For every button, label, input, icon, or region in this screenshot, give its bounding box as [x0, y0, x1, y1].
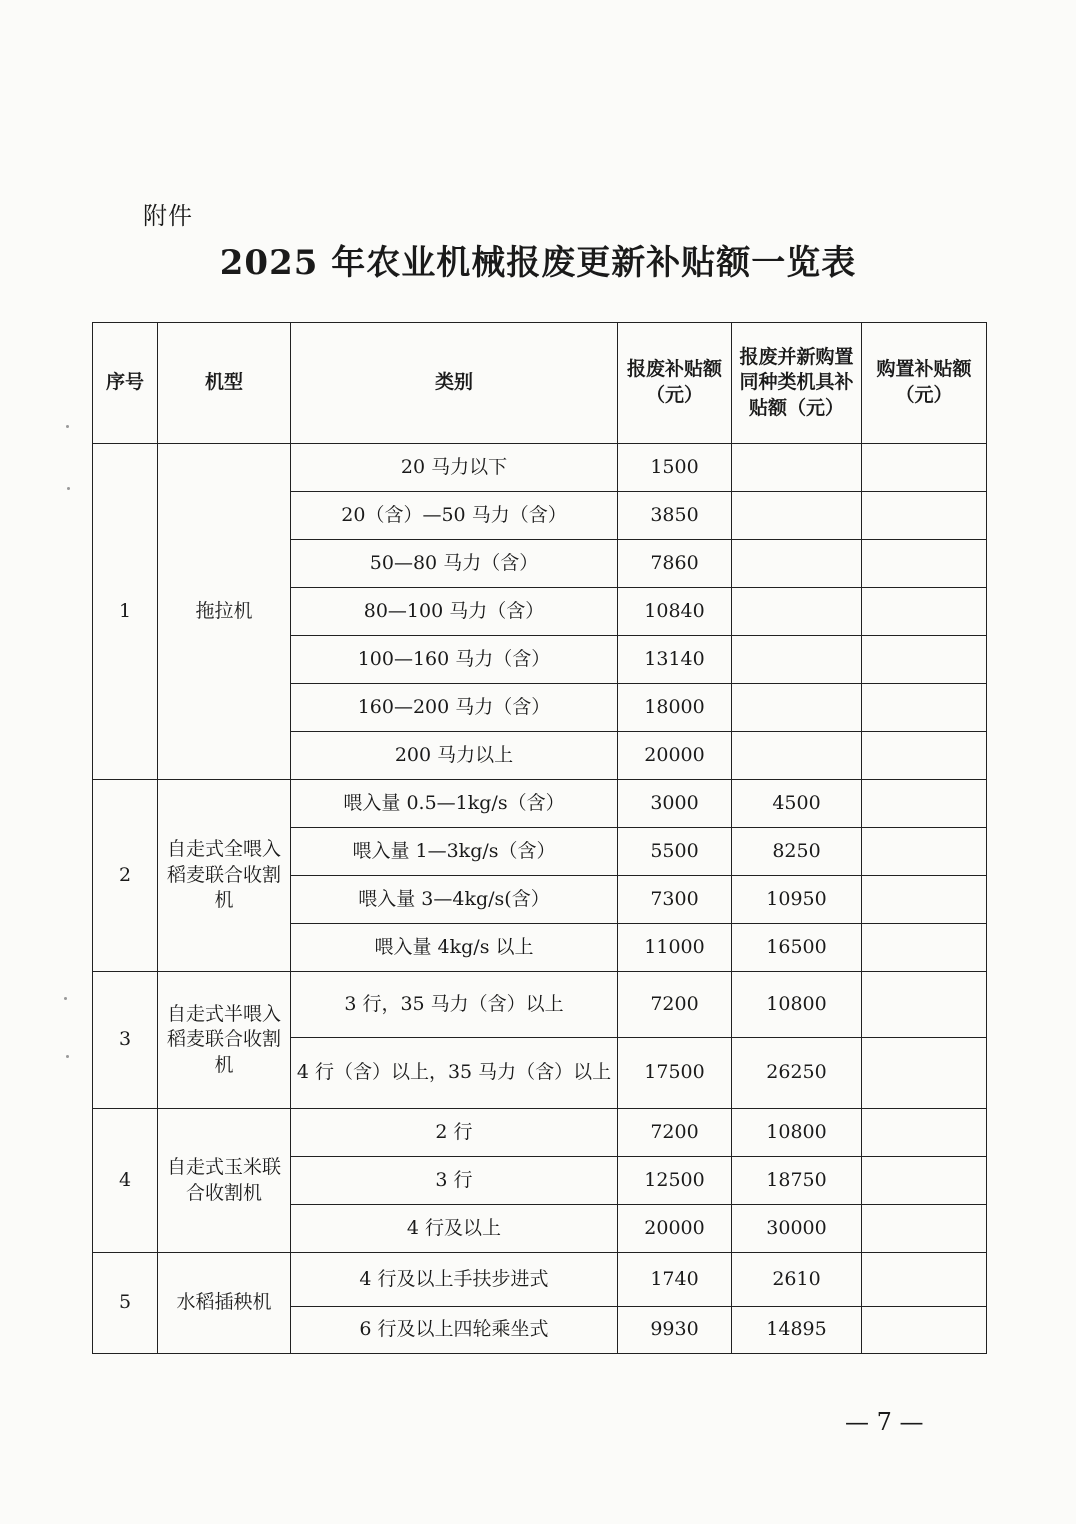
- table-row: [93, 972, 987, 1038]
- cell-scrap-subsidy: 5500: [618, 828, 732, 876]
- cell-scrap-new-subsidy: 16500: [732, 924, 862, 972]
- cell-scrap-subsidy: 1740: [618, 1253, 732, 1307]
- cell-category: 喂入量 1—3kg/s（含）: [291, 828, 618, 876]
- cell-scrap-new-subsidy: [732, 684, 862, 732]
- cell-category: 3 行: [291, 1157, 618, 1205]
- cell-purchase-subsidy: [862, 588, 987, 636]
- cell-scrap-subsidy: 7860: [618, 540, 732, 588]
- cell-category: 20（含）—50 马力（含）: [291, 492, 618, 540]
- cell-machine-type: 自走式半喂入稻麦联合收割机: [158, 972, 291, 1109]
- cell-scrap-new-subsidy: [732, 588, 862, 636]
- cell-purchase-subsidy: [862, 924, 987, 972]
- cell-scrap-new-subsidy: [732, 492, 862, 540]
- cell-scrap-subsidy: 20000: [618, 1205, 732, 1253]
- cell-category: 喂入量 0.5—1kg/s（含）: [291, 780, 618, 828]
- attachment-label: 附件: [143, 202, 193, 230]
- cell-purchase-subsidy: [862, 636, 987, 684]
- cell-seq: 5: [93, 1253, 158, 1354]
- cell-scrap-new-subsidy: [732, 444, 862, 492]
- cell-category: 160—200 马力（含）: [291, 684, 618, 732]
- subsidy-table: [92, 322, 987, 1354]
- cell-seq: 4: [93, 1109, 158, 1253]
- header-category: 类别: [291, 323, 618, 444]
- cell-scrap-new-subsidy: 10950: [732, 876, 862, 924]
- cell-purchase-subsidy: [862, 540, 987, 588]
- cell-scrap-subsidy: 7200: [618, 1109, 732, 1157]
- cell-purchase-subsidy: [862, 780, 987, 828]
- scan-speck: [66, 425, 69, 428]
- cell-category: 6 行及以上四轮乘坐式: [291, 1307, 618, 1354]
- cell-purchase-subsidy: [862, 492, 987, 540]
- cell-scrap-subsidy: 12500: [618, 1157, 732, 1205]
- table-row: [93, 780, 987, 828]
- cell-purchase-subsidy: [862, 1307, 987, 1354]
- table-row: [93, 1109, 987, 1157]
- table-body: [93, 444, 987, 1354]
- cell-seq: 1: [93, 444, 158, 780]
- cell-seq: 3: [93, 972, 158, 1109]
- cell-scrap-subsidy: 7300: [618, 876, 732, 924]
- header-purchase-subsidy: 购置补贴额（元）: [862, 323, 987, 444]
- cell-category: 喂入量 3—4kg/s(含）: [291, 876, 618, 924]
- header-machine-type: 机型: [158, 323, 291, 444]
- cell-scrap-subsidy: 7200: [618, 972, 732, 1038]
- cell-scrap-subsidy: 18000: [618, 684, 732, 732]
- cell-scrap-subsidy: 1500: [618, 444, 732, 492]
- cell-scrap-subsidy: 11000: [618, 924, 732, 972]
- cell-scrap-subsidy: 9930: [618, 1307, 732, 1354]
- cell-scrap-new-subsidy: 2610: [732, 1253, 862, 1307]
- cell-purchase-subsidy: [862, 684, 987, 732]
- table-header-row: [93, 323, 987, 444]
- page-number: — 7 —: [845, 1408, 924, 1436]
- cell-scrap-subsidy: 3850: [618, 492, 732, 540]
- cell-purchase-subsidy: [862, 732, 987, 780]
- cell-purchase-subsidy: [862, 1157, 987, 1205]
- cell-purchase-subsidy: [862, 1205, 987, 1253]
- header-seq: 序号: [93, 323, 158, 444]
- scan-speck: [66, 1055, 69, 1058]
- cell-seq: 2: [93, 780, 158, 972]
- cell-scrap-subsidy: 13140: [618, 636, 732, 684]
- cell-category: 4 行（含）以上，35 马力（含）以上: [291, 1038, 618, 1109]
- cell-category: 3 行，35 马力（含）以上: [291, 972, 618, 1038]
- cell-category: 4 行及以上: [291, 1205, 618, 1253]
- table-row: [93, 444, 987, 492]
- header-scrap-new-subsidy: 报废并新购置同种类机具补贴额（元）: [732, 323, 862, 444]
- cell-machine-type: 自走式全喂入稻麦联合收割机: [158, 780, 291, 972]
- cell-purchase-subsidy: [862, 972, 987, 1038]
- cell-category: 20 马力以下: [291, 444, 618, 492]
- cell-scrap-new-subsidy: [732, 732, 862, 780]
- cell-category: 80—100 马力（含）: [291, 588, 618, 636]
- cell-scrap-subsidy: 17500: [618, 1038, 732, 1109]
- cell-category: 喂入量 4kg/s 以上: [291, 924, 618, 972]
- cell-scrap-new-subsidy: [732, 540, 862, 588]
- cell-category: 200 马力以上: [291, 732, 618, 780]
- cell-purchase-subsidy: [862, 444, 987, 492]
- cell-category: 2 行: [291, 1109, 618, 1157]
- cell-scrap-subsidy: 20000: [618, 732, 732, 780]
- header-scrap-subsidy: 报废补贴额（元）: [618, 323, 732, 444]
- cell-purchase-subsidy: [862, 876, 987, 924]
- cell-category: 50—80 马力（含）: [291, 540, 618, 588]
- page-title: 2025 年农业机械报废更新补贴额一览表: [219, 243, 857, 283]
- cell-purchase-subsidy: [862, 828, 987, 876]
- scan-speck: [67, 487, 70, 490]
- table-row: [93, 1253, 987, 1307]
- cell-purchase-subsidy: [862, 1038, 987, 1109]
- cell-purchase-subsidy: [862, 1253, 987, 1307]
- cell-category: 4 行及以上手扶步进式: [291, 1253, 618, 1307]
- cell-scrap-new-subsidy: 10800: [732, 972, 862, 1038]
- cell-scrap-new-subsidy: 26250: [732, 1038, 862, 1109]
- cell-scrap-new-subsidy: 18750: [732, 1157, 862, 1205]
- cell-scrap-subsidy: 10840: [618, 588, 732, 636]
- cell-scrap-new-subsidy: 30000: [732, 1205, 862, 1253]
- cell-machine-type: 自走式玉米联合收割机: [158, 1109, 291, 1253]
- cell-scrap-new-subsidy: 8250: [732, 828, 862, 876]
- cell-purchase-subsidy: [862, 1109, 987, 1157]
- cell-scrap-new-subsidy: [732, 636, 862, 684]
- cell-category: 100—160 马力（含）: [291, 636, 618, 684]
- cell-scrap-new-subsidy: 4500: [732, 780, 862, 828]
- cell-scrap-subsidy: 3000: [618, 780, 732, 828]
- cell-machine-type: 水稻插秧机: [158, 1253, 291, 1354]
- scan-speck: [64, 997, 67, 1000]
- cell-machine-type: 拖拉机: [158, 444, 291, 780]
- cell-scrap-new-subsidy: 10800: [732, 1109, 862, 1157]
- cell-scrap-new-subsidy: 14895: [732, 1307, 862, 1354]
